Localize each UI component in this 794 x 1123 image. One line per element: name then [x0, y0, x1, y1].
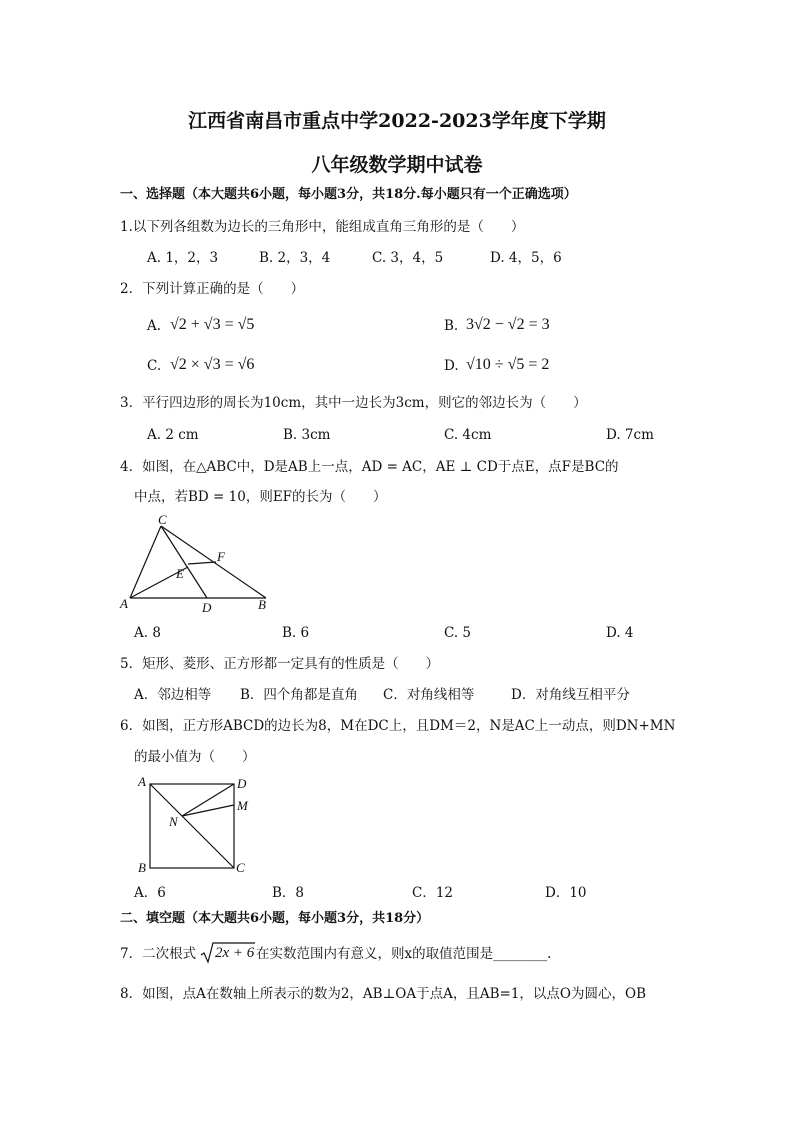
label-e: E	[176, 566, 184, 581]
label-c: C	[236, 860, 245, 875]
question-6-option-c: C．12	[412, 885, 454, 901]
question-4-option-b: B. 6	[282, 625, 310, 641]
question-7-radicand: 2x + 6	[215, 945, 255, 961]
question-6-option-d: D．10	[545, 885, 587, 901]
question-4-line-1: 4．如图，在△ABC中，D是AB上一点，AD = AC，AE ⊥ CD于点E，点F是BC的	[120, 459, 619, 475]
question-4-option-d: D. 4	[606, 625, 634, 641]
question-6-option-a: A．6	[134, 885, 166, 901]
label-d: D	[237, 776, 247, 791]
question-7-suffix: 在实数范围内有意义，则x的取值范围是________.	[256, 946, 552, 962]
question-4-option-c: C. 5	[444, 625, 472, 641]
question-2-stem: 2．下列计算正确的是（ ）	[120, 281, 305, 297]
question-5-option-a: A．邻边相等	[134, 687, 212, 703]
label-c: C	[158, 512, 167, 527]
question-3-option-a: A. 2 cm	[147, 427, 199, 443]
question-1-option-b: B. 2，3，4	[259, 250, 331, 266]
section-heading-fill: 二、填空题（本大题共6小题，每小题3分，共18分）	[120, 911, 430, 926]
question-2-option-c: C.	[147, 358, 162, 374]
question-4-option-a: A. 8	[134, 625, 161, 641]
segment-cd	[161, 526, 207, 598]
square-abcd-figure	[134, 772, 256, 876]
exam-subtitle: 八年级数学期中试卷	[311, 154, 483, 176]
section-heading-choice: 一、选择题（本大题共6小题，每小题3分，共18分.每小题只有一个正确选项）	[120, 187, 577, 202]
question-6-line-1: 6．如图，正方形ABCD的边长为8，M在DC上，且DM＝2，N是AC上一动点，则DN+MN	[120, 718, 676, 734]
question-6-line-2: 的最小值为（ ）	[134, 749, 256, 765]
segment-dn	[182, 784, 234, 816]
question-1-option-d: D. 4，5，6	[490, 250, 562, 266]
exam-title: 江西省南昌市重点中学2022-2023学年度下学期	[188, 110, 606, 132]
label-f: F	[217, 549, 225, 564]
segment-ac	[130, 526, 161, 598]
question-6-option-b: B．8	[272, 885, 305, 901]
question-3-stem: 3．平行四边形的周长为10cm，其中一边长为3cm，则它的邻边长为（ ）	[120, 395, 587, 411]
question-5-option-c: C．对角线相等	[383, 687, 475, 703]
question-5-stem: 5．矩形、菱形、正方形都一定具有的性质是（ ）	[120, 656, 440, 672]
question-3-option-b: B. 3cm	[283, 427, 331, 443]
question-3-option-c: C. 4cm	[444, 427, 492, 443]
question-5-option-d: D．对角线互相平分	[511, 687, 630, 703]
question-2-option-d: D.	[444, 358, 459, 374]
question-2-option-b: B.	[444, 318, 459, 334]
label-m: M	[237, 798, 248, 813]
question-2-expr-b: 3√2 − √2 = 3	[466, 316, 550, 333]
question-8-stem: 8．如图，点A在数轴上所表示的数为2，AB⊥OA于点A，且AB=1，以点O为圆心，OB	[120, 986, 646, 1002]
label-d: D	[202, 600, 212, 615]
question-2-option-a: A.	[147, 318, 162, 334]
question-3-option-d: D. 7cm	[606, 427, 654, 443]
question-1-option-c: C. 3，4，5	[372, 250, 444, 266]
question-7-prefix: 7．二次根式	[120, 946, 197, 962]
triangle-abc-figure	[118, 512, 278, 616]
question-2-expr-a: √2 + √3 = √5	[170, 316, 255, 333]
question-2-expr-c: √2 × √3 = √6	[170, 356, 255, 373]
question-5-option-b: B．四个角都是直角	[240, 687, 358, 703]
segment-ef	[188, 562, 216, 564]
question-1-stem: 1.以下列各组数为边长的三角形中，能组成直角三角形的是（ ）	[120, 219, 525, 235]
question-4-line-2: 中点，若BD = 10，则EF的长为（ ）	[134, 489, 387, 505]
diagonal-ac	[150, 784, 234, 868]
label-a: A	[138, 774, 146, 789]
label-n: N	[169, 814, 178, 829]
label-b: B	[138, 860, 146, 875]
label-b: B	[258, 597, 266, 612]
question-2-expr-d: √10 ÷ √5 = 2	[466, 356, 550, 373]
label-a: A	[120, 596, 128, 611]
question-1-option-a: A. 1，2，3	[147, 250, 219, 266]
